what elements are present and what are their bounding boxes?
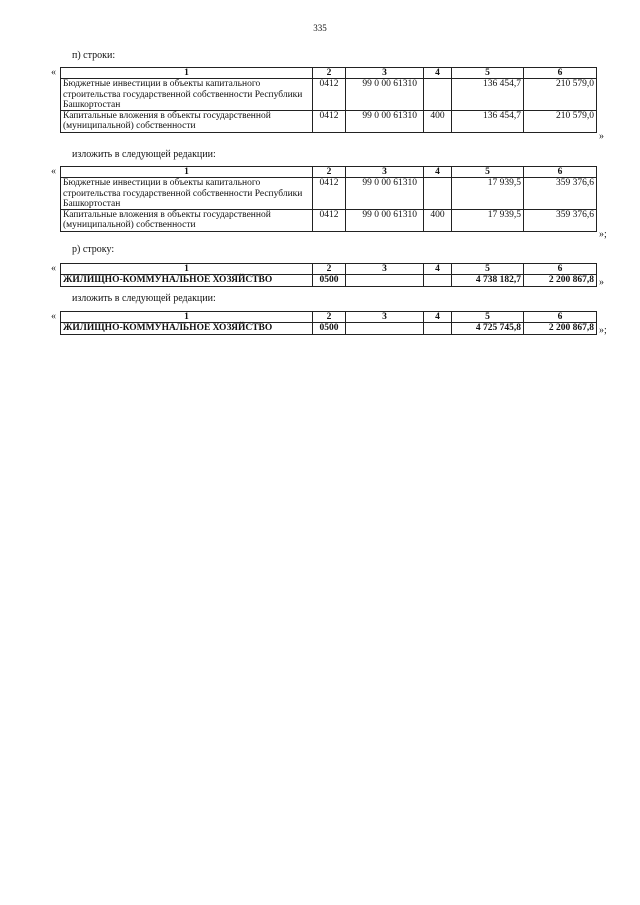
cell-section: 0412 xyxy=(313,210,346,232)
header-cell: 6 xyxy=(524,167,597,178)
quote-open: « xyxy=(51,263,56,274)
table-header-row xyxy=(61,264,597,275)
cell-sum1: 136 454,7 xyxy=(452,111,524,133)
header-cell: 2 xyxy=(313,312,346,323)
table-row xyxy=(61,323,597,334)
cell-article: 99 0 00 61310 xyxy=(346,210,424,232)
cell-sum1: 4 725 745,8 xyxy=(452,323,524,334)
header-cell: 4 xyxy=(424,312,452,323)
table-p-old xyxy=(60,67,597,133)
table-row xyxy=(61,178,597,210)
page-number: 335 xyxy=(313,23,327,33)
table-header-row xyxy=(61,312,597,323)
cell-sum2: 2 200 867,8 xyxy=(524,275,597,286)
cell-name: ЖИЛИЩНО-КОММУНАЛЬНОЕ ХОЗЯЙСТВО xyxy=(61,323,313,334)
quote-close: » xyxy=(599,277,604,288)
cell-article: 99 0 00 61310 xyxy=(346,178,424,210)
header-cell: 6 xyxy=(524,264,597,275)
cell-article xyxy=(346,323,424,334)
table-p-new xyxy=(60,166,597,232)
cell-vr xyxy=(424,323,452,334)
table-row xyxy=(61,275,597,286)
cell-sum1: 17 939,5 xyxy=(452,178,524,210)
cell-name: Капитальные вложения в объекты государственной (муниципальной) собственности xyxy=(61,111,313,133)
header-cell: 4 xyxy=(424,264,452,275)
quote-open: « xyxy=(51,67,56,78)
table-header-row xyxy=(61,68,597,79)
intro-r: р) строку: xyxy=(72,244,115,255)
header-cell: 1 xyxy=(61,68,313,79)
cell-vr xyxy=(424,79,452,111)
cell-section: 0412 xyxy=(313,111,346,133)
cell-name: Бюджетные инвестиции в объекты капитального строительства государственной собственности Республики Башкортостан xyxy=(61,178,313,210)
cell-name: Бюджетные инвестиции в объекты капитального строительства государственной собственности Республики Башкортостан xyxy=(61,79,313,111)
cell-article: 99 0 00 61310 xyxy=(346,111,424,133)
header-cell: 6 xyxy=(524,68,597,79)
header-cell: 4 xyxy=(424,167,452,178)
header-cell: 3 xyxy=(346,167,424,178)
intro-r-new: изложить в следующей редакции: xyxy=(72,293,216,304)
cell-section: 0412 xyxy=(313,79,346,111)
cell-section: 0412 xyxy=(313,178,346,210)
header-cell: 1 xyxy=(61,312,313,323)
header-cell: 5 xyxy=(452,167,524,178)
table-r-old xyxy=(60,263,597,287)
quote-close: » xyxy=(599,131,604,142)
header-cell: 3 xyxy=(346,312,424,323)
quote-close: »; xyxy=(599,325,607,336)
header-cell: 2 xyxy=(313,167,346,178)
cell-sum2: 359 376,6 xyxy=(524,178,597,210)
cell-article xyxy=(346,275,424,286)
header-cell: 1 xyxy=(61,264,313,275)
cell-sum1: 4 738 182,7 xyxy=(452,275,524,286)
table-r-new xyxy=(60,311,597,335)
table-row xyxy=(61,79,597,111)
table-row xyxy=(61,111,597,133)
table-row xyxy=(61,210,597,232)
cell-sum2: 2 200 867,8 xyxy=(524,323,597,334)
header-cell: 1 xyxy=(61,167,313,178)
header-cell: 5 xyxy=(452,68,524,79)
header-cell: 3 xyxy=(346,68,424,79)
cell-sum2: 210 579,0 xyxy=(524,111,597,133)
cell-section: 0500 xyxy=(313,323,346,334)
header-cell: 6 xyxy=(524,312,597,323)
header-cell: 3 xyxy=(346,264,424,275)
header-cell: 2 xyxy=(313,68,346,79)
cell-vr xyxy=(424,275,452,286)
intro-p-new: изложить в следующей редакции: xyxy=(72,149,216,160)
quote-open: « xyxy=(51,311,56,322)
cell-sum1: 17 939,5 xyxy=(452,210,524,232)
header-cell: 2 xyxy=(313,264,346,275)
intro-p: п) строки: xyxy=(72,50,116,61)
quote-open: « xyxy=(51,166,56,177)
table-header-row xyxy=(61,167,597,178)
cell-section: 0500 xyxy=(313,275,346,286)
cell-sum1: 136 454,7 xyxy=(452,79,524,111)
cell-sum2: 359 376,6 xyxy=(524,210,597,232)
header-cell: 5 xyxy=(452,312,524,323)
header-cell: 5 xyxy=(452,264,524,275)
quote-close: »; xyxy=(599,229,607,240)
cell-name: ЖИЛИЩНО-КОММУНАЛЬНОЕ ХОЗЯЙСТВО xyxy=(61,275,313,286)
cell-sum2: 210 579,0 xyxy=(524,79,597,111)
cell-article: 99 0 00 61310 xyxy=(346,79,424,111)
cell-vr: 400 xyxy=(424,111,452,133)
cell-name: Капитальные вложения в объекты государственной (муниципальной) собственности xyxy=(61,210,313,232)
cell-vr: 400 xyxy=(424,210,452,232)
cell-vr xyxy=(424,178,452,210)
header-cell: 4 xyxy=(424,68,452,79)
